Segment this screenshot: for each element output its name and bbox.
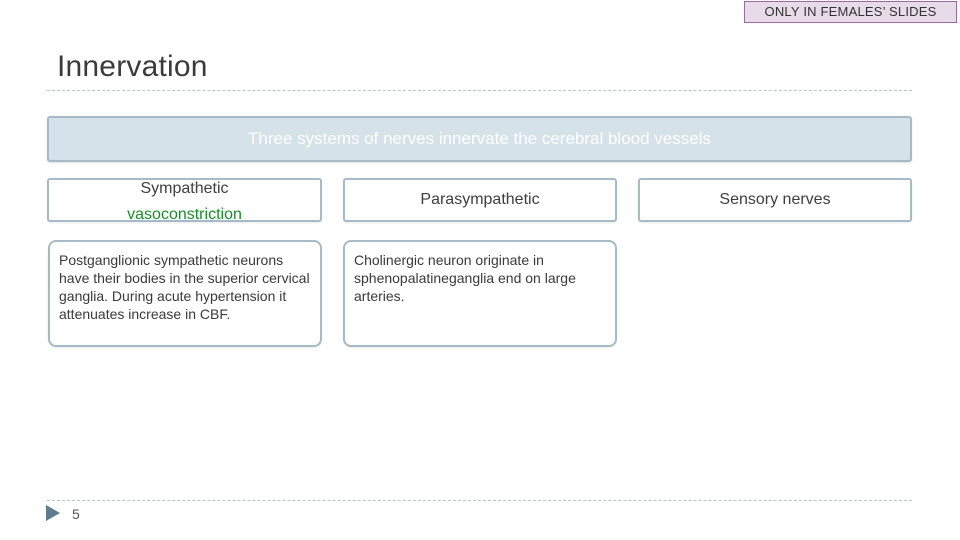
triangle-bullet-icon	[46, 505, 60, 521]
sympathetic-subheading: vasoconstriction	[127, 206, 242, 223]
slide-title: Innervation	[57, 50, 208, 83]
parasympathetic-description: Cholinergic neuron originate in sphenopalatineganglia end on large arteries.	[343, 240, 617, 347]
parasympathetic-heading-box	[343, 178, 617, 222]
sympathetic-heading: Sympathetic	[140, 180, 229, 197]
sensory-heading: Sensory nerves	[719, 191, 831, 208]
sympathetic-description: Postganglionic sympathetic neurons have their bodies in the superior cervical ganglia. During acute hypertension it attenuates increase in CBF.	[48, 240, 322, 347]
page-number: 5	[72, 506, 80, 522]
top-divider	[47, 90, 912, 91]
banner: Three systems of nerves innervate the cerebral blood vessels	[47, 116, 912, 162]
bottom-divider	[47, 500, 912, 501]
females-only-badge: ONLY IN FEMALES’ SLIDES	[744, 1, 957, 23]
sensory-heading-box	[638, 178, 912, 222]
sympathetic-heading-box	[47, 178, 322, 222]
parasympathetic-heading: Parasympathetic	[420, 191, 540, 208]
